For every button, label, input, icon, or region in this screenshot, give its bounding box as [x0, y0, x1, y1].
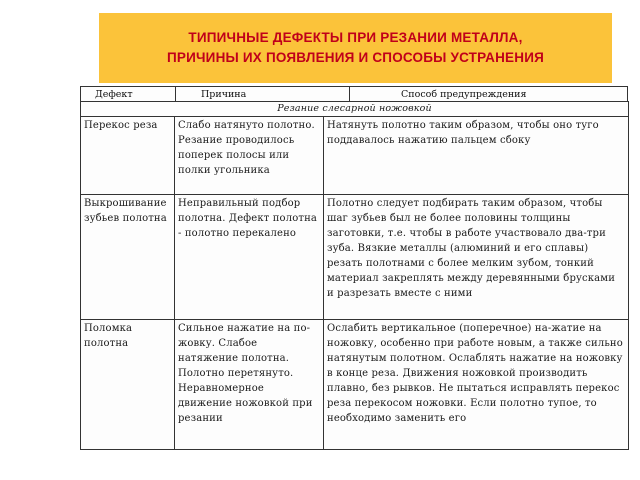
title-line-2: ПРИЧИНЫ ИХ ПОЯВЛЕНИЯ И СПОСОБЫ УСТРАНЕНИЯ — [166, 50, 545, 65]
defects-table — [80, 101, 629, 450]
table-row — [81, 195, 629, 320]
cause-cell: Неправильный подбор полотна. Дефект полотна - полотно перекалено — [175, 195, 324, 320]
defect-cell: Выкрошивание зубьев полотна — [81, 195, 175, 320]
table-row — [81, 117, 629, 195]
title-banner — [99, 13, 612, 83]
prevention-cell: Полотно следует подбирать таким образом, чтобы шаг зубьев был не более половины толщины заготовки, т.е. чтобы в работе участвовало два-три зуба. Вязкие металлы (алюминий и его сплавы) резать полотнами с более мелким зубом, тонкий материал закреплять между деревянными брусками и разрезать вместе с ними — [324, 195, 629, 320]
header-cause: Причина — [201, 89, 247, 100]
section-row — [81, 102, 629, 117]
prevention-cell: Натянуть полотно таким образом, чтобы оно туго поддавалось нажатию пальцем сбоку — [324, 117, 629, 195]
cause-cell: Слабо натянуто полотно. Резание проводилось поперек полосы или полки угольника — [175, 117, 324, 195]
title-line-1: ТИПИЧНЫЕ ДЕФЕКТЫ ПРИ РЕЗАНИИ МЕТАЛЛА, — [188, 30, 523, 45]
defect-cell: Поломка полотна — [81, 320, 175, 450]
table-row — [81, 320, 629, 450]
table-header — [80, 86, 628, 102]
cause-cell: Сильное нажатие на по-жовку. Слабое натяжение полотна. Полотно перетянуто. Неравномерное движение ножовкой при резании — [175, 320, 324, 450]
section-title: Резание слесарной ножовкой — [81, 102, 629, 117]
prevention-cell: Ослабить вертикальное (поперечное) на-жатие на ножовку, особенно при работе новым, а также сильно натянутым полотном. Ослаблять нажатие на ножовку в конце реза. Движения ножовкой производить плавно, без рывков. Не пытаться исправлять перекос реза перекосом ножовки. Если полотно тупое, то необходимо заменить его — [324, 320, 629, 450]
header-defect: Дефект — [95, 89, 133, 100]
header-divider — [175, 87, 176, 101]
defects-document — [80, 86, 628, 450]
header-prevention: Способ предупреждения — [401, 89, 527, 100]
defect-cell: Перекос реза — [81, 117, 175, 195]
header-divider — [349, 87, 350, 101]
